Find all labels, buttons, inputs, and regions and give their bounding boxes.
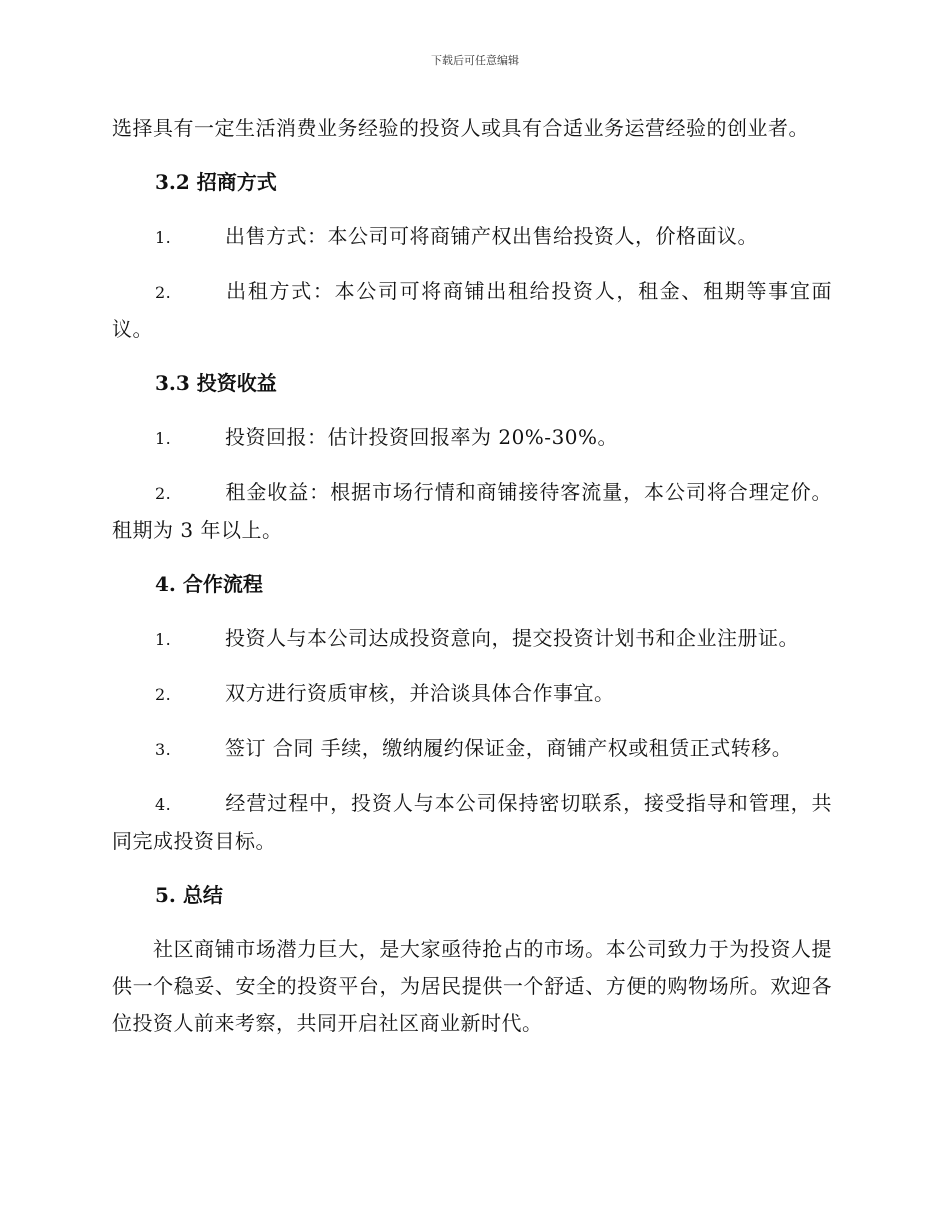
list-number: 3. <box>155 740 172 759</box>
heading-5: 5. 总结 <box>155 883 223 907</box>
list-text: 签订 合同 手续，缴纳履约保证金，商铺产权或租赁正式转移。 <box>225 736 793 760</box>
list-text: 投资人与本公司达成投资意向，提交投资计划书和企业注册证。 <box>225 626 799 650</box>
list-item-step-2 <box>112 675 832 713</box>
list-text: 出售方式：本公司可将商铺产权出售给投资人，价格面议。 <box>225 224 758 248</box>
list-item-step-4 <box>112 785 832 860</box>
heading-3-3: 3.3 投资收益 <box>155 371 277 395</box>
list-item-sale <box>112 218 832 256</box>
list-text: 投资回报：估计投资回报率为 20%-30%。 <box>225 425 619 449</box>
list-text: 双方进行资质审核，并洽谈具体合作事宜。 <box>225 681 615 705</box>
list-number: 2. <box>155 484 172 503</box>
page-header: 下载后可任意编辑 <box>431 54 519 67</box>
list-text: 租金收益：根据市场行情和商铺接待客流量，本公司将合理定价。租期为 3 年以上。 <box>112 480 832 542</box>
list-number: 1. <box>155 228 172 247</box>
list-item-step-3 <box>112 730 832 768</box>
heading-4: 4. 合作流程 <box>155 572 263 596</box>
intro-paragraph: 选择具有一定生活消费业务经验的投资人或具有合适业务运营经验的创业者。 <box>112 116 809 140</box>
list-text: 经营过程中，投资人与本公司保持密切联系，接受指导和管理，共同完成投资目标。 <box>112 791 832 853</box>
list-number: 2. <box>155 283 172 302</box>
list-number: 4. <box>155 795 172 814</box>
document-body <box>112 110 832 1059</box>
list-number: 1. <box>155 429 172 448</box>
summary-paragraph: 社区商铺市场潜力巨大，是大家亟待抢占的市场。本公司致力于为投资人提供一个稳妥、安全的投资平台，为居民提供一个舒适、方便的购物场所。欢迎各位投资人前来考察，共同开启社区商业新时代。 <box>112 937 832 1035</box>
list-number: 1. <box>155 630 172 649</box>
list-item-return <box>112 419 832 457</box>
list-text: 出租方式：本公司可将商铺出租给投资人，租金、租期等事宜面议。 <box>112 279 832 341</box>
list-item-rent <box>112 273 832 348</box>
list-item-rent-income <box>112 474 832 549</box>
heading-3-2: 3.2 招商方式 <box>155 170 277 194</box>
list-item-step-1 <box>112 620 832 658</box>
list-number: 2. <box>155 685 172 704</box>
